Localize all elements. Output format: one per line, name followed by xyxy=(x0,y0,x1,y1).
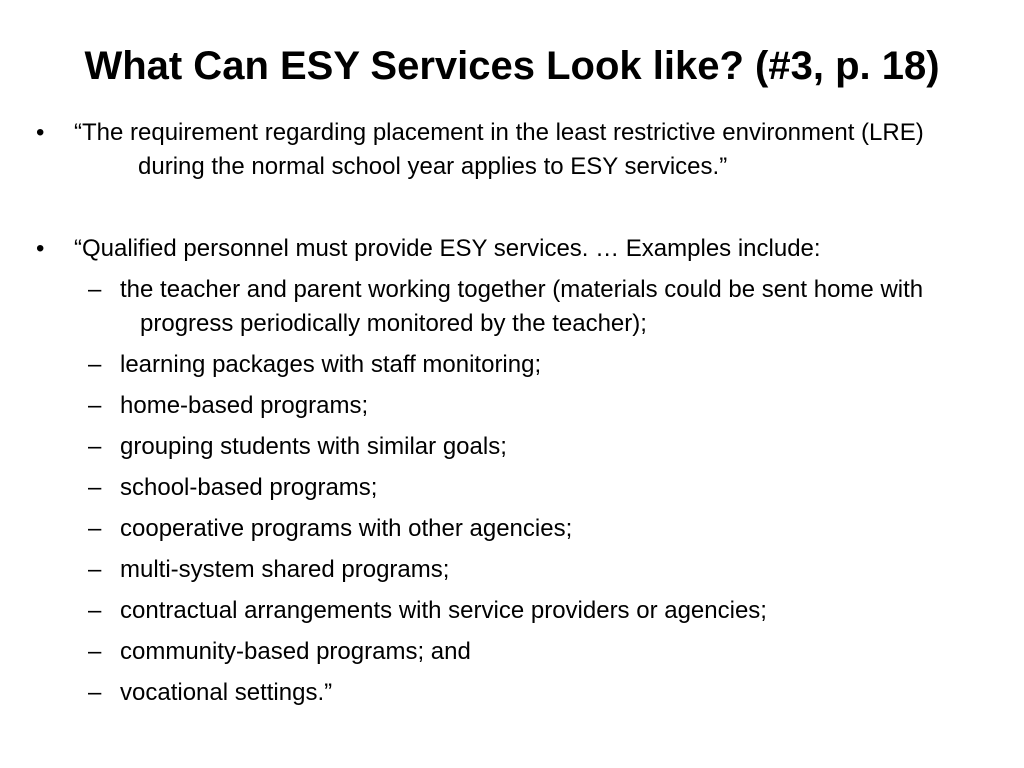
dash-icon: – xyxy=(88,556,102,583)
sub-item xyxy=(36,676,996,710)
sub-item xyxy=(36,594,996,628)
dash-icon: – xyxy=(88,433,102,460)
sub-item xyxy=(36,471,996,505)
dash-icon: – xyxy=(88,515,102,542)
sub-item-text: vocational settings.” xyxy=(120,679,333,706)
sub-item-text: school-based programs; xyxy=(120,474,378,501)
bullet-text: “Qualified personnel must provide ESY services. … Examples include: xyxy=(74,235,821,262)
dash-icon: – xyxy=(88,679,102,706)
slide-body xyxy=(36,116,996,710)
sub-item xyxy=(36,348,996,382)
sub-item-text: cooperative programs with other agencies; xyxy=(120,515,573,542)
spacer xyxy=(36,184,996,232)
bullet-item xyxy=(36,116,996,184)
dash-icon: – xyxy=(88,392,102,419)
sub-item xyxy=(36,389,996,423)
sub-item-text: the teacher and parent working together (materials could be sent home with progress periodically monitored by the teacher); xyxy=(120,276,924,337)
bullet-text: “The requirement regarding placement in the least restrictive environment (LRE) during the normal school year applies to ESY services.” xyxy=(74,119,924,180)
sub-item xyxy=(36,635,996,669)
sub-item xyxy=(36,430,996,464)
sub-item-text: contractual arrangements with service providers or agencies; xyxy=(120,597,767,624)
dash-icon: – xyxy=(88,638,102,665)
sub-item xyxy=(36,553,996,587)
sub-item xyxy=(36,273,996,341)
sub-item-text: learning packages with staff monitoring; xyxy=(120,351,542,378)
bullet-icon: • xyxy=(36,235,45,262)
bullet-icon: • xyxy=(36,119,45,146)
dash-icon: – xyxy=(88,276,102,303)
dash-icon: – xyxy=(88,351,102,378)
sub-item-text: home-based programs; xyxy=(120,392,369,419)
sub-item-text: multi-system shared programs; xyxy=(120,556,450,583)
dash-icon: – xyxy=(88,597,102,624)
sub-item xyxy=(36,512,996,546)
sub-item-text: community-based programs; and xyxy=(120,638,471,665)
dash-icon: – xyxy=(88,474,102,501)
slide-title: What Can ESY Services Look like? (#3, p. 18) xyxy=(84,44,940,88)
sub-item-text: grouping students with similar goals; xyxy=(120,433,507,460)
bullet-item xyxy=(36,232,996,266)
